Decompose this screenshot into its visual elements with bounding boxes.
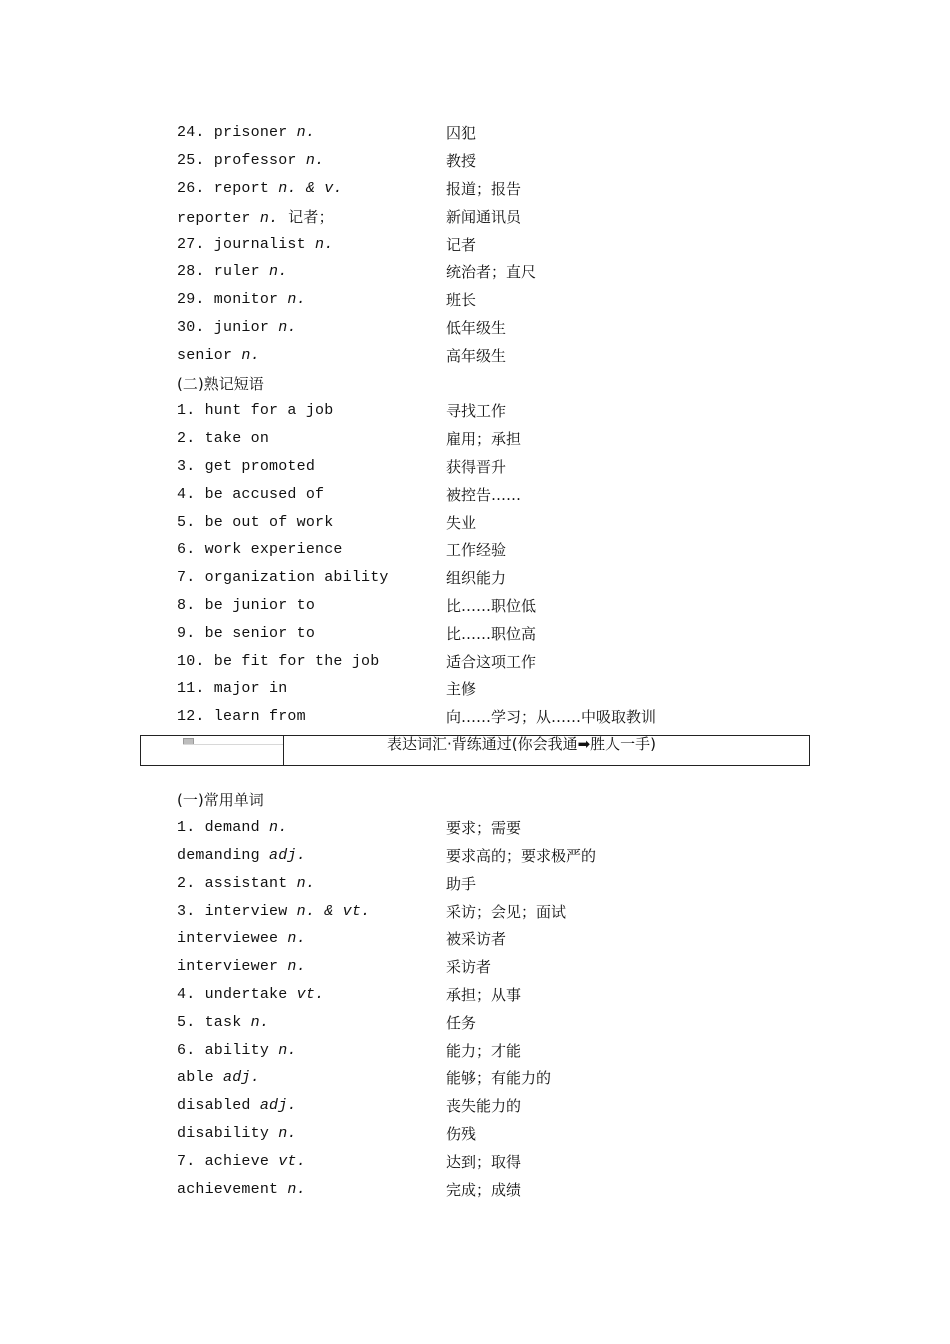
- vocab-word: 6. ability: [177, 1041, 279, 1059]
- vocab-list-bottom: [177, 786, 817, 1203]
- vocab-word: 26. report: [177, 179, 279, 197]
- section-banner: [140, 735, 810, 766]
- vocab-row: [177, 1092, 817, 1120]
- part-of-speech: adj.: [223, 1069, 260, 1087]
- vocab-word: 7. achieve: [177, 1152, 279, 1170]
- vocab-word: 5. task: [177, 1013, 251, 1031]
- part-of-speech: adj.: [259, 1097, 297, 1115]
- vocab-word: 1. demand: [177, 819, 270, 837]
- part-of-speech: n. & v.: [278, 179, 343, 197]
- part-of-speech: n.: [269, 819, 288, 837]
- vocab-row: [177, 1175, 817, 1203]
- vocab-meaning: 记者: [446, 235, 477, 254]
- vocab-row: [177, 147, 817, 175]
- vocab-word: 27. journalist: [177, 235, 316, 253]
- vocab-row: [177, 869, 817, 897]
- arrow-right-icon: ➡: [577, 735, 591, 753]
- part-of-speech: vt.: [296, 985, 325, 1003]
- vocab-row: [177, 1120, 817, 1148]
- phrase-meaning: 比……职位低: [446, 596, 537, 615]
- vocab-row: [177, 119, 817, 147]
- phrase-row: [177, 647, 817, 675]
- part-of-speech: n.: [269, 263, 288, 281]
- vocab-row: [177, 230, 817, 258]
- banner-title: 表达词汇·背练通过(你会我通➡胜人一手): [386, 735, 657, 753]
- phrase-row: [177, 425, 817, 453]
- vocab-word: disability: [177, 1124, 279, 1142]
- vocab-meaning: 采访；会见；面试: [446, 902, 567, 921]
- phrase-meaning: 获得晋升: [446, 457, 507, 476]
- part-of-speech: n.: [296, 874, 316, 892]
- vocab-row: [177, 286, 817, 314]
- vocab-meaning: 新闻通讯员: [446, 207, 522, 226]
- phrase-row: [177, 508, 817, 536]
- vocab-list-top: [177, 119, 817, 731]
- part-of-speech: n.: [278, 318, 297, 336]
- vocab-row: [177, 953, 817, 981]
- vocab-note: 记者；: [278, 207, 334, 226]
- vocab-word: 28. ruler: [177, 263, 270, 281]
- phrase-text: 9. be senior to: [177, 624, 316, 642]
- phrase-text: 2. take on: [177, 430, 270, 448]
- part-of-speech: n.: [296, 124, 316, 142]
- vocab-row: [177, 1036, 817, 1064]
- vocab-meaning: 助手: [446, 874, 477, 893]
- vocab-row: [177, 1064, 817, 1092]
- vocab-word: 4. undertake: [177, 985, 297, 1003]
- vocab-meaning: 能够；有能力的: [446, 1069, 552, 1088]
- vocab-meaning: 被采访者: [446, 930, 507, 949]
- phrase-row: [177, 453, 817, 481]
- part-of-speech: n.: [287, 958, 306, 976]
- phrase-text: 6. work experience: [177, 541, 343, 559]
- vocab-row: [177, 314, 817, 342]
- vocab-word: achievement: [177, 1180, 288, 1198]
- part-of-speech: adj.: [269, 846, 306, 864]
- vocab-meaning: 能力；才能: [446, 1041, 522, 1060]
- phrase-text: 11. major in: [177, 680, 288, 698]
- phrase-row: [177, 397, 817, 425]
- vocab-meaning: 报道；报告: [446, 179, 522, 198]
- part-of-speech: n.: [287, 291, 306, 309]
- vocab-word: 30. junior: [177, 318, 279, 336]
- part-of-speech: n. & vt.: [296, 902, 371, 920]
- phrase-meaning: 被控告……: [446, 485, 522, 504]
- phrase-text: 1. hunt for a job: [177, 402, 334, 420]
- part-of-speech: n.: [259, 209, 279, 227]
- phrase-meaning: 失业: [446, 513, 477, 532]
- vocab-word: 25. professor: [177, 152, 306, 170]
- part-of-speech: n.: [305, 152, 325, 170]
- vocab-meaning: 低年级生: [446, 318, 507, 337]
- section-heading-words: (一)常用单词: [177, 791, 264, 810]
- vocab-row: [177, 202, 817, 230]
- phrase-meaning: 组织能力: [446, 569, 507, 588]
- phrase-text: 4. be accused of: [177, 485, 325, 503]
- vocab-word: senior: [177, 346, 242, 364]
- vocab-meaning: 要求；需要: [446, 819, 522, 838]
- phrase-text: 12. learn from: [177, 708, 306, 726]
- phrase-row: [177, 675, 817, 703]
- part-of-speech: vt.: [278, 1152, 306, 1170]
- vocab-word: 29. monitor: [177, 291, 288, 309]
- phrase-meaning: 寻找工作: [446, 402, 507, 421]
- vocab-word: 3. interview: [177, 902, 297, 920]
- vocab-word: demanding: [177, 846, 270, 864]
- vocab-word: able: [177, 1069, 224, 1087]
- vocab-word: disabled: [177, 1097, 260, 1115]
- phrase-meaning: 比……职位高: [446, 624, 537, 643]
- vocab-meaning: 高年级生: [446, 346, 507, 365]
- vocab-row: [177, 981, 817, 1009]
- section-heading-phrases: (二)熟记短语: [177, 374, 264, 393]
- phrase-text: 3. get promoted: [177, 457, 316, 475]
- phrase-meaning: 雇用；承担: [446, 430, 522, 449]
- banner-left-cell: [141, 736, 284, 765]
- part-of-speech: n.: [250, 1013, 270, 1031]
- vocab-row: [177, 175, 817, 203]
- part-of-speech: n.: [287, 1180, 306, 1198]
- vocab-word: interviewee: [177, 930, 288, 948]
- part-of-speech: n.: [287, 930, 306, 948]
- phrase-row: [177, 564, 817, 592]
- part-of-speech: n.: [278, 1124, 297, 1142]
- vocab-meaning: 要求高的；要求极严的: [446, 846, 597, 865]
- divider: [183, 744, 283, 745]
- vocab-meaning: 达到；取得: [446, 1152, 522, 1171]
- phrase-row: [177, 536, 817, 564]
- part-of-speech: n.: [241, 346, 260, 364]
- vocab-row: [177, 814, 817, 842]
- phrase-meaning: 适合这项工作: [446, 652, 537, 671]
- phrase-text: 5. be out of work: [177, 513, 334, 531]
- phrase-text: 7. organization ability: [177, 569, 389, 587]
- vocab-word: interviewer: [177, 958, 288, 976]
- vocab-meaning: 伤残: [446, 1124, 477, 1143]
- part-of-speech: n.: [278, 1041, 297, 1059]
- vocab-meaning: 统治者；直尺: [446, 263, 537, 282]
- phrase-text: 10. be fit for the job: [177, 652, 380, 670]
- part-of-speech: n.: [315, 235, 334, 253]
- phrase-text: 8. be junior to: [177, 596, 316, 614]
- vocab-meaning: 任务: [446, 1013, 477, 1032]
- vocab-row: [177, 258, 817, 286]
- vocab-meaning: 采访者: [446, 958, 492, 977]
- vocab-row: [177, 842, 817, 870]
- vocab-row: [177, 1147, 817, 1175]
- vocab-row: [177, 341, 817, 369]
- vocab-meaning: 完成；成绩: [446, 1180, 522, 1199]
- phrase-row: [177, 592, 817, 620]
- vocab-word: 2. assistant: [177, 874, 297, 892]
- vocab-meaning: 丧失能力的: [446, 1097, 522, 1116]
- phrase-row: [177, 703, 817, 731]
- vocab-meaning: 囚犯: [446, 124, 477, 143]
- phrase-meaning: 向……学习；从……中吸取教训: [446, 708, 657, 727]
- vocab-meaning: 班长: [446, 291, 477, 310]
- vocab-row: [177, 897, 817, 925]
- vocab-meaning: 承担；从事: [446, 985, 522, 1004]
- vocab-word: reporter: [177, 209, 260, 227]
- vocab-row: [177, 1008, 817, 1036]
- phrase-row: [177, 480, 817, 508]
- vocab-meaning: 教授: [446, 152, 477, 171]
- vocab-row: [177, 925, 817, 953]
- phrase-row: [177, 619, 817, 647]
- vocab-word: 24. prisoner: [177, 124, 297, 142]
- phrase-meaning: 工作经验: [446, 541, 507, 560]
- phrase-meaning: 主修: [446, 680, 477, 699]
